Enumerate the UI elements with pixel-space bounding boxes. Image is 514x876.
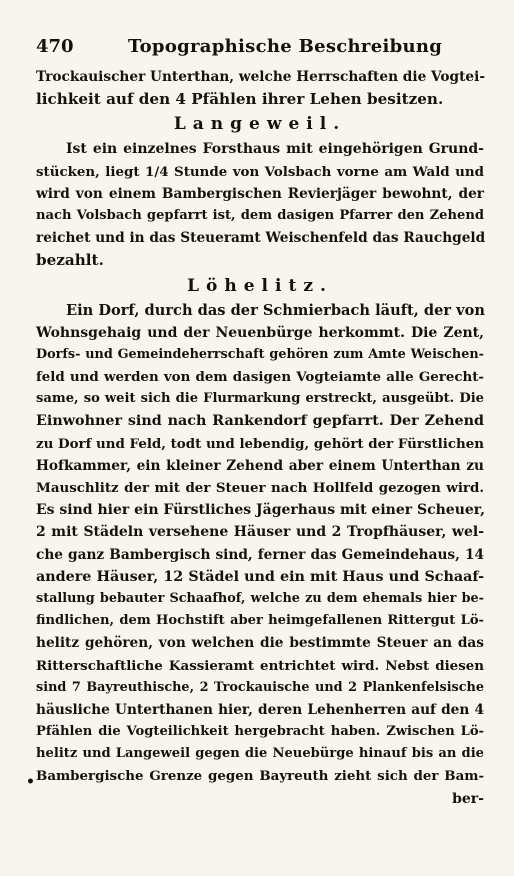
text-line: helitz gehören, von welchen die bestimmte Steuer an das bbox=[36, 635, 484, 652]
text-line: bezahlt. bbox=[36, 251, 104, 270]
text-line: sind 7 Bayreuthische, 2 Trockauische und 2 Plankenfelsische bbox=[36, 679, 484, 695]
text-line: Ein Dorf, durch das der Schmierbach läuft, der von bbox=[66, 301, 485, 319]
text-line: Hofkammer, ein kleiner Zehend aber einem Unterthan zu bbox=[36, 457, 484, 474]
margin-mark: • bbox=[26, 774, 35, 790]
text-line: Trockauischer Unterthan, welche Herrschaften die Vogtei- bbox=[36, 69, 486, 85]
page-number: 470 bbox=[36, 36, 74, 57]
text-line: stücken, liegt 1/4 Stunde von Volsbach vorne am Wald und bbox=[36, 163, 484, 180]
text-line: helitz und Langeweil gegen die Neuebürge hinauf bis an die bbox=[36, 746, 484, 762]
text-line: Ist ein einzelnes Forsthaus mit eingehörigen Grund- bbox=[66, 141, 484, 158]
text-line: Dorfs- und Gemeindeherrschaft gehören zum Amte Weischen- bbox=[36, 346, 484, 362]
text-line: Mauschlitz der mit der Steuer nach Hollfeld gezogen wird. bbox=[36, 480, 484, 496]
text-line: Wohnsgehaig und der Neuenbürge herkommt. Die Zent, bbox=[36, 324, 484, 341]
text-line: häusliche Unterthanen hier, deren Lehenherren auf den 4 bbox=[36, 701, 484, 718]
text-line: feld und werden von dem dasigen Vogteiamte alle Gerecht- bbox=[36, 369, 484, 386]
text-line: Es sind hier ein Fürstliches Jägerhaus mit einer Scheuer, bbox=[36, 502, 486, 519]
text-line: Einwohner sind nach Rankendorf gepfarrt. Der Zehend bbox=[36, 413, 484, 430]
text-line: che ganz Bambergisch sind, ferner das Gemeindehaus, 14 bbox=[36, 546, 484, 563]
text-line: zu Dorf und Feld, todt und lebendig, gehört der Fürstlichen bbox=[36, 435, 484, 452]
section-heading: Löhelitz. bbox=[187, 275, 333, 296]
catchword: ber- bbox=[452, 790, 484, 807]
text-line: Ritterschaftliche Kassieramt entrichtet wird. Nebst diesen bbox=[36, 657, 484, 674]
text-line: Pfählen die Vogteilichkeit hergebracht haben. Zwischen Lö- bbox=[36, 724, 484, 740]
text-line: same, so weit sich die Flurmarkung erstreckt, ausgeübt. Die bbox=[36, 391, 484, 407]
text-line: stallung bebauter Schaafhof, welche zu dem ehemals hier be- bbox=[36, 590, 484, 606]
text-line: 2 mit Städeln versehene Häuser und 2 Tropfhäuser, wel- bbox=[36, 524, 484, 541]
text-line: nach Volsbach gepfarrt ist, dem dasigen Pfarrer den Zehend bbox=[36, 207, 484, 223]
text-line: findlichen, dem Hochstift aber heimgefallenen Rittergut Lö- bbox=[36, 613, 484, 629]
text-line: andere Häuser, 12 Städel und ein mit Haus und Schaaf- bbox=[36, 568, 484, 585]
text-line: Bambergische Grenze gegen Bayreuth zieht sich der Bam- bbox=[36, 768, 484, 785]
book-page bbox=[36, 36, 484, 810]
text-line: wird von einem Bambergischen Revierjäger bewohnt, der bbox=[36, 185, 484, 202]
running-title: Topographische Beschreibung bbox=[128, 36, 443, 57]
text-line: lichkeit auf den 4 Pfählen ihrer Lehen besitzen. bbox=[36, 90, 444, 109]
text-line: reichet und in das Steueramt Weischenfeld das Rauchgeld bbox=[36, 230, 486, 247]
page-header bbox=[36, 36, 484, 66]
section-heading: Langeweil. bbox=[173, 114, 347, 135]
